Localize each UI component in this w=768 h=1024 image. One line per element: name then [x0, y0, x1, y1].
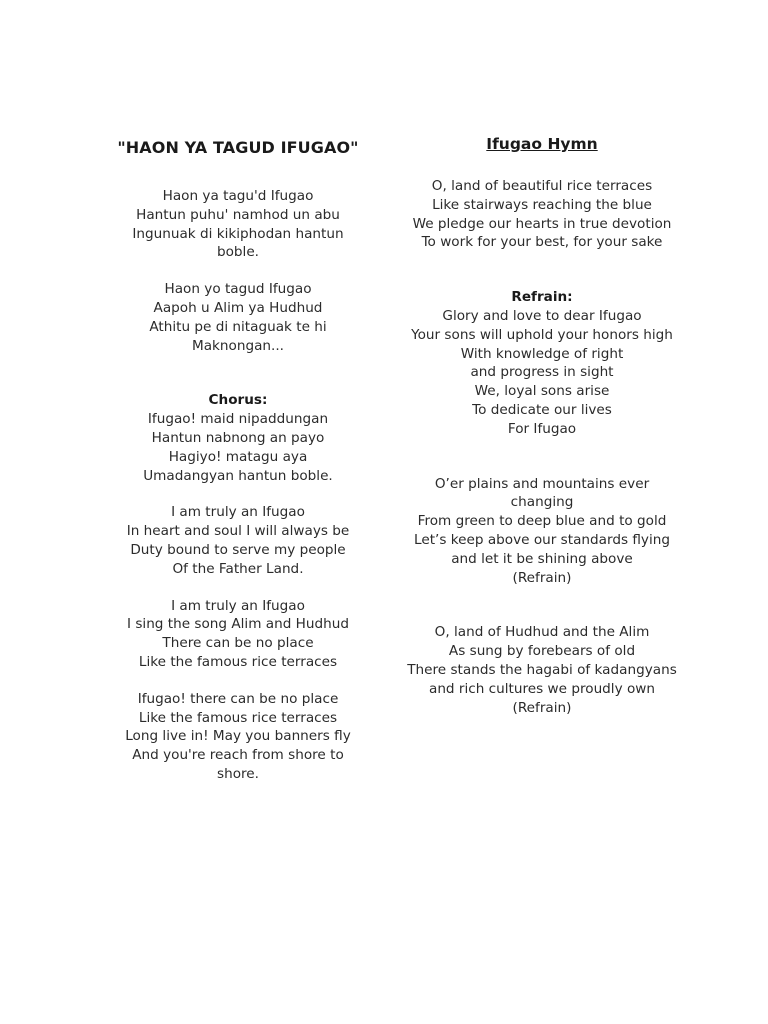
chorus-label: Chorus:: [208, 392, 268, 409]
lyric-line: Glory and love to dear Ifugao: [442, 307, 642, 324]
right-verse-3: [400, 623, 684, 717]
lyric-line: Hagiyo! matagu aya: [168, 448, 308, 465]
right-verse-1: [400, 177, 684, 252]
lyric-line: Like the famous rice terraces: [138, 709, 338, 726]
lyric-line: boble.: [216, 244, 260, 261]
lyric-line: and let it be shining above: [451, 550, 633, 567]
lyric-line: and rich cultures we proudly own: [428, 680, 656, 697]
right-song-column: [400, 133, 684, 717]
lyric-line: We pledge our hearts in true devotion: [412, 215, 672, 232]
lyric-line: and progress in sight: [470, 364, 614, 381]
lyric-line: We, loyal sons arise: [474, 383, 610, 400]
lyric-line: There stands the hagabi of kadangyans: [407, 661, 677, 678]
lyric-line: Maknongan...: [191, 337, 285, 354]
lyric-line: Your sons will uphold your honors high: [411, 326, 673, 343]
lyric-line: Ifugao! maid nipaddungan: [147, 411, 329, 428]
lyric-line: I sing the song Alim and Hudhud: [127, 616, 349, 633]
lyric-line: For Ifugao: [507, 420, 577, 437]
lyric-line: Long live in! May you banners fly: [125, 728, 351, 745]
lyric-line: With knowledge of right: [460, 345, 624, 362]
lyric-line: Like the famous rice terraces: [138, 653, 338, 670]
lyric-line: In heart and soul I will always be: [126, 523, 350, 540]
lyric-line: Aapoh u Alim ya Hudhud: [153, 299, 323, 316]
left-song-column: [96, 136, 380, 784]
left-stanza-2: [96, 280, 380, 355]
right-refrain: [400, 288, 684, 438]
lyric-line: As sung by forebears of old: [448, 643, 636, 660]
lyric-line: Of the Father Land.: [172, 560, 304, 577]
refrain-label: Refrain:: [511, 289, 573, 306]
lyric-line: I am truly an Ifugao: [171, 597, 305, 614]
lyric-line: Haon ya tagu'd Ifugao: [162, 188, 314, 204]
lyric-line: From green to deep blue and to gold: [417, 513, 667, 530]
left-song-title: "HAON YA TAGUD IFUGAO": [117, 138, 359, 157]
lyric-line: To dedicate our lives: [472, 401, 612, 418]
left-stanza-5: [96, 690, 380, 784]
lyric-line: Umadangyan hantun boble.: [143, 467, 333, 484]
right-song-title: Ifugao Hymn: [486, 135, 598, 153]
left-chorus: [96, 391, 380, 485]
lyric-line: changing: [510, 494, 574, 511]
left-stanza-4: [96, 597, 380, 672]
lyric-line: Duty bound to serve my people: [130, 541, 346, 558]
lyric-line: I am truly an Ifugao: [171, 504, 305, 521]
lyric-line: And you're reach from shore to: [132, 747, 344, 764]
lyric-line: (Refrain): [512, 569, 572, 586]
lyric-line: To work for your best, for your sake: [421, 234, 663, 251]
lyric-line: Like stairways reaching the blue: [432, 196, 652, 213]
lyric-line: shore.: [217, 765, 259, 782]
lyric-line: Hantun puhu' namhod un abu: [136, 206, 340, 223]
lyric-line: O’er plains and mountains ever: [434, 475, 650, 492]
left-stanza-1: [96, 187, 380, 262]
right-verse-2: [400, 475, 684, 588]
lyric-line: O, land of beautiful rice terraces: [431, 178, 653, 194]
lyric-line: (Refrain): [512, 699, 572, 716]
lyric-line: Ingunuak di kikiphodan hantun: [132, 225, 344, 242]
lyric-line: Hantun nabnong an payo: [151, 429, 325, 446]
left-stanza-3: [96, 503, 380, 578]
lyric-line: Haon yo tagud Ifugao: [164, 281, 312, 298]
lyric-line: Athitu pe di nitaguak te hi: [149, 318, 327, 335]
lyric-line: There can be no place: [162, 635, 314, 652]
lyric-line: Ifugao! there can be no place: [137, 690, 339, 707]
lyric-line: Let’s keep above our standards flying: [414, 531, 670, 548]
lyric-line: O, land of Hudhud and the Alim: [434, 624, 650, 641]
